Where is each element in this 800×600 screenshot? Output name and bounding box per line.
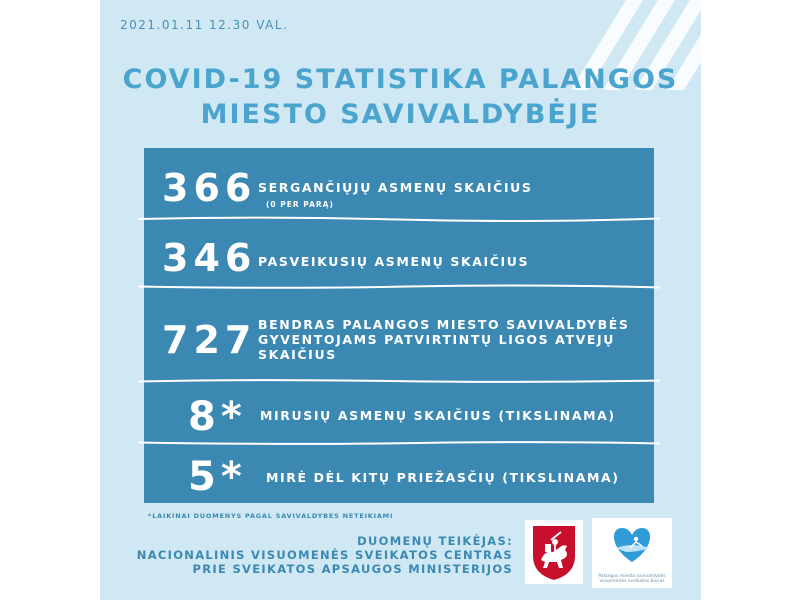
- provider-line-2: PRIE SVEIKATOS APSAUGOS MINISTERIJOS: [192, 562, 513, 576]
- caption-line-1: Palangos miesto savivaldybės: [598, 574, 666, 579]
- stat-row-recovered: [144, 220, 654, 286]
- stat-value: 346: [162, 236, 257, 280]
- heart-health-logo: [592, 518, 672, 588]
- poster: [100, 0, 701, 600]
- stat-label: MIRUSIŲ ASMENŲ SKAIČIUS (TIKSLINAMA): [260, 408, 616, 423]
- heart-icon: [592, 518, 672, 570]
- stat-label: PASVEIKUSIŲ ASMENŲ SKAIČIUS: [258, 254, 530, 269]
- heart-logo-caption: [594, 574, 670, 584]
- stat-note: (0 PER PARĄ): [266, 200, 334, 209]
- report-date: 2021.01.11 12.30 VAL.: [120, 18, 289, 32]
- stat-label-line-2: GYVENTOJAMS PATVIRTINTŲ LIGOS ATVEJŲ: [258, 332, 615, 347]
- provider-line-1: NACIONALINIS VISUOMENĖS SVEIKATOS CENTRAS: [136, 548, 513, 562]
- caption-line-2: visuomenės sveikatos biuras: [599, 579, 665, 584]
- stat-value: 727: [162, 318, 257, 362]
- footnote: *LAIKINAI DUOMENYS PAGAL SAVIVALDYBES NETEIKIAMI: [148, 512, 394, 520]
- stat-value: 366: [162, 166, 257, 210]
- provider-heading: DUOMENŲ TEIKĖJAS:: [357, 534, 513, 548]
- stat-label: SERGANČIŲJŲ ASMENŲ SKAIČIUS: [258, 180, 533, 195]
- stat-label-line-1: BENDRAS PALANGOS MIESTO SAVIVALDYBĖS: [258, 317, 630, 332]
- stat-row-deaths: [144, 382, 654, 442]
- stat-label-line-3: SKAIČIUS: [258, 347, 337, 362]
- coat-of-arms-logo: [525, 520, 583, 584]
- title-line-2: MIESTO SAVIVALDYBĖJE: [200, 99, 601, 130]
- page-title: [100, 62, 701, 132]
- stat-row-active: [144, 148, 654, 218]
- stat-row-total: [144, 288, 654, 378]
- data-provider: [137, 534, 513, 576]
- stat-row-other-deaths: [144, 444, 654, 503]
- stats-panel: [144, 148, 654, 503]
- stat-value: 5*: [188, 454, 247, 500]
- stat-value: 8*: [188, 394, 247, 440]
- stat-label: MIRĖ DĖL KITŲ PRIEŽASČIŲ (TIKSLINAMA): [266, 470, 620, 485]
- vytis-shield-icon: [525, 520, 583, 584]
- title-line-1: COVID-19 STATISTIKA PALANGOS: [122, 64, 679, 95]
